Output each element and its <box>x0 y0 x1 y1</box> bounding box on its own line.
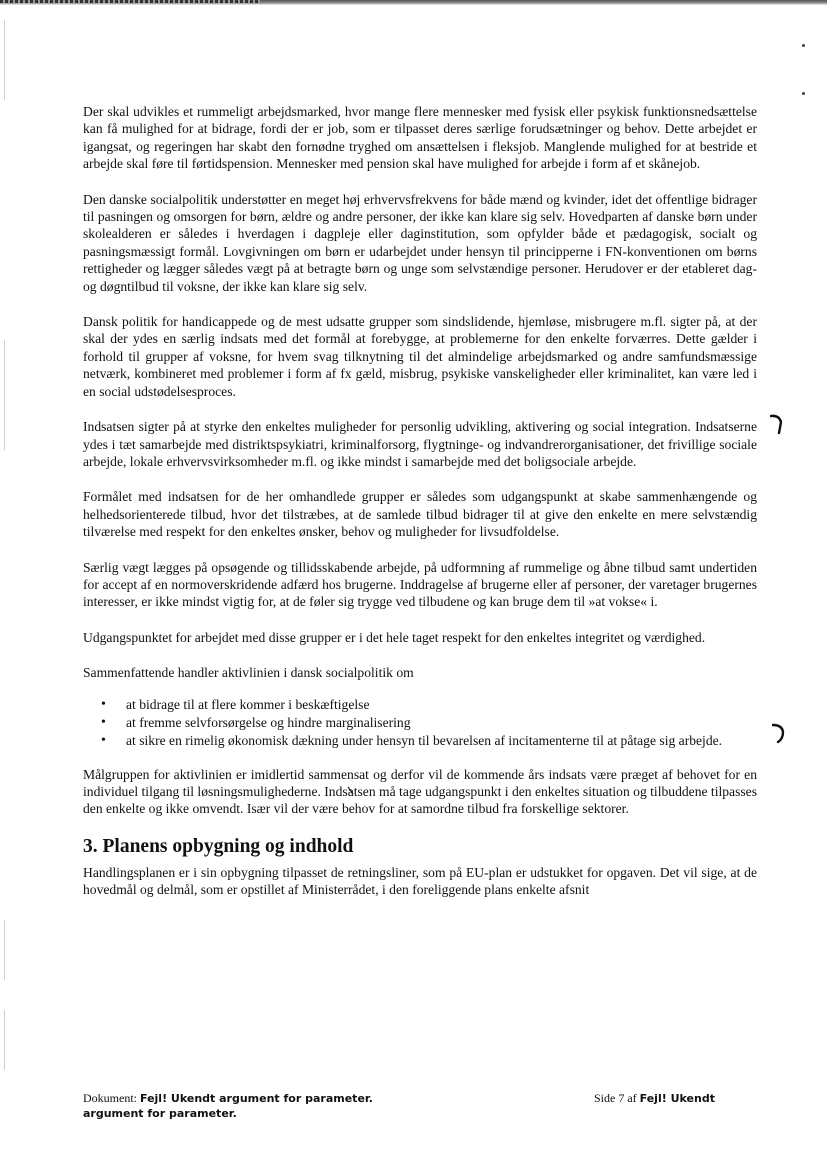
summary-intro: Sammenfattende handler aktivlinien i dansk socialpolitik om <box>83 665 414 681</box>
scan-margin-line <box>4 1010 5 1070</box>
body-paragraph: Der skal udvikles et rummeligt arbejdsmarked, hvor mange flere mennesker med fysisk eller psykisk funktionsnedsættelse kan få mulighed for at bidrage, fordi der er job, som er tilpasset deres særlige forudsætninger og behov. Dette arbejdet er igangsat, og regeringen har skabt den fornødne tryghed om ansættelsen i fleksjob. Manglende mulighed for at bestride et arbejde skal føre til førtidspension. Mennesker med pension skal have mulighed for arbejde i form af et skånejob. <box>83 104 757 172</box>
document-page <box>83 103 757 917</box>
body-paragraph: Dansk politik for handicappede og de mest udsatte grupper som sindslidende, hjemløse, misbrugere m.fl. sigter på, at der skal der ydes en særlig indsats med det formål at forebygge, at problemerne for den enkelte forværres. Dette gælder i forhold til grupper af voksne, for hvem svag tilknytning til det almindelige arbejdsmarked og andre samfundsmæssige netværk, kombineret med problemer i form af fx gæld, misbrug, psykiske vanskeligheder eller kriminalitet, kan være led i en social udstødelsesproces. <box>83 314 757 399</box>
body-paragraph: Formålet med indsatsen for de her omhandlede grupper er således som udgangspunkt at skabe sammenhængende og helhedsorienterede tilbud, hvor det tilstræbes, at de samlede tilbud bidrager til at give den enkelte en mere selvstændig tilværelse med respekt for den enkeltes ønsker, behov og muligheder for livsudfoldelse. <box>83 489 757 540</box>
footer-page-prefix: Side 7 af <box>594 1091 637 1105</box>
footer-page-number <box>594 1091 715 1106</box>
footer-document-error: Fejl! Ukendt argument for parameter. <box>140 1092 373 1105</box>
list-item: • at sikre en rimelig økonomisk dækning under hensyn til bevarelsen af incitamenterne til at påtage sig arbejde. <box>83 732 757 750</box>
list-item: • at fremme selvforsørgelse og hindre marginalisering <box>83 714 757 732</box>
body-paragraph: Udgangspunktet for arbejdet med disse grupper er i det hele taget respekt for den enkeltes integritet og værdighed. <box>83 629 706 645</box>
scan-speck <box>802 92 805 95</box>
section-heading: 3. Planens opbygning og indhold <box>83 835 354 857</box>
footer-document-label: Dokument: <box>83 1091 137 1105</box>
closing-paragraph: Målgruppen for aktivlinien er imidlertid sammensat og derfor vil de kommende års indsats være præget af behovet for en individuel tilgang til løsningsmulighederne. Indsatsen må tage udgangspunkt i den enkeltes situation og tilbuddene tilpasses den enkelte og ikke omvendt. Især vil der være behov for at samordne tilbud fra forskellige sektorer. <box>83 766 757 817</box>
scan-speck <box>802 44 805 47</box>
scan-margin-line <box>4 920 5 980</box>
summary-list <box>83 696 757 750</box>
footer-page-error: Fejl! Ukendt <box>639 1092 715 1105</box>
margin-bracket-icon <box>770 413 784 435</box>
footer-document-error-continued: argument for parameter. <box>83 1107 237 1120</box>
scan-margin-line <box>4 20 5 100</box>
footer-document-field <box>83 1091 413 1121</box>
body-paragraph: Den danske socialpolitik understøtter en meget høj erhvervsfrekvens for både mænd og kvinder, idet det offentlige bidrager til pasningen og omsorgen for børn, ældre og andre personer, der ikke kan klare sig selv. Hovedparten af danske børn under skolealderen er således i hverdagen i dagpleje eller daginstitution, som opfylder både et pædagogisk, socialt og pasningsmæssigt formål. Lovgivningen om børn er udarbejdet under hensyn til principperne i FN-konventionen om børns rettigheder og lægger således vægt på at betragte børn og unge som selvstændige personer. Herudover er der etableret dag- og døgntilbud til voksne, der ikke kan klare sig selv. <box>83 191 757 294</box>
body-paragraph: Særlig vægt lægges på opsøgende og tillidsskabende arbejde, på udformning af rummelige og åbne tilbud samt undertiden for accept af en normoverskridende adfærd hos brugerne. Inddragelse af brugerne eller af personer, der varetager brugernes interesser, er ikke mindst vigtig for, at de føler sig trygge ved tilbudene og kan bruge dem til »at vokse« i. <box>83 559 757 610</box>
scan-edge-artifact <box>0 0 827 5</box>
scan-margin-line <box>4 340 5 450</box>
body-paragraph: Indsatsen sigter på at styrke den enkeltes muligheder for personlig udvikling, aktivering og social integration. Indsatserne ydes i tæt samarbejde med distriktspsykiatri, kriminalforsorg, flygtninge- og indvandrerorganisationer, det frivillige sociale arbejde, lokale erhvervsvirksomheder m.fl. og ikke mindst i samarbejde med det boligsociale arbejde. <box>83 419 757 469</box>
list-item: • at bidrage til at flere kommer i beskæftigelse <box>83 696 757 714</box>
margin-bracket-icon <box>772 722 786 744</box>
section-paragraph: Handlingsplanen er i sin opbygning tilpasset de retningsliner, som på EU-plan er udstukket for opgaven. Det vil sige, at de hovedmål og delmål, som er opstillet af Ministerrådet, i den foreliggende plans enkelte afsnit <box>83 864 757 898</box>
